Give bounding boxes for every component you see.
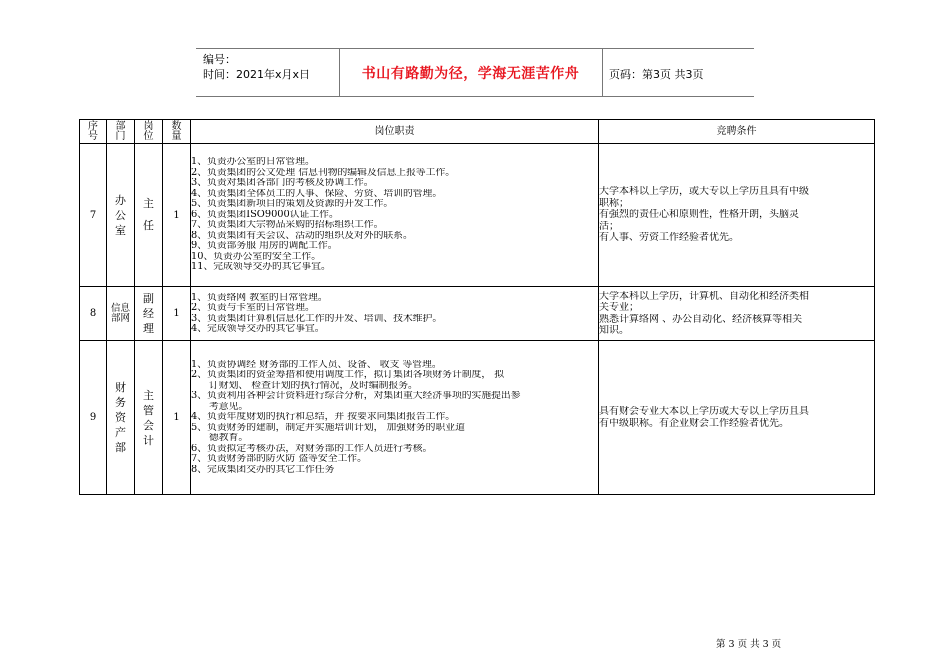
row-no: 9 — [80, 341, 107, 495]
header-bottom-rule — [196, 96, 754, 97]
col-header-requirements: 竞聘条件 — [599, 120, 875, 144]
page-footer: 第 3 页 共 3 页 — [716, 639, 782, 650]
duty-line: 1、负责办公室的日常管理。 — [191, 157, 315, 168]
duty-line: 1、负责络网 教室的日常管理。 — [191, 292, 328, 303]
duty-line: 6、负责集团ISO9000认证工作。 — [191, 209, 339, 220]
row-dept: 财务资产部 — [107, 341, 135, 495]
duty-line: 4、负责年度财划的执行和总结，并 按要求向集团报告工作。 — [191, 412, 456, 423]
row-dept: 办公室 — [107, 144, 135, 287]
row-duties — [191, 341, 599, 495]
requirement-line: 大学本科以上学历，计算机、自动化和经济类相 — [599, 290, 809, 302]
duty-line: 2、负责与卡室的日常管理。 — [191, 303, 315, 313]
duty-line: 3、负责利用各种会计资料进行综合分析，对集团重大经济事项的实施提出参 — [191, 391, 521, 402]
row-duties — [191, 144, 599, 287]
duty-line: 订财划、 检查计划的执行情况，及时编制报务。 — [209, 380, 418, 391]
duty-line: 10、负责办公室的安全工作。 — [191, 251, 322, 262]
row-requirements — [599, 144, 875, 287]
col-header-duties: 岗位职责 — [191, 120, 599, 144]
requirement-line: 具有财会专业大本以上学历或大专以上学历且具 — [599, 406, 809, 417]
col-header-dept: 部门 — [107, 120, 135, 144]
duty-line: 考意见。 — [209, 401, 249, 412]
row-post: 主任 — [135, 144, 163, 287]
row-qty: 1 — [163, 287, 191, 341]
requirement-line: 有人事、劳资工作经验者优先。 — [599, 232, 739, 244]
row-post: 主管会计 — [135, 341, 163, 495]
header-page-label: 页码：第3页 共3页 — [609, 68, 704, 81]
duty-line: 5、负责集团新项目的策划及资源的开发工作。 — [191, 199, 394, 210]
header-number-label: 编号： — [203, 53, 236, 66]
duty-line: 6、负责拟定考核办法，对财务部的工作人员进行考核。 — [191, 443, 433, 454]
requirement-line: 活； — [599, 220, 619, 232]
requirement-line: 关专业； — [599, 302, 639, 313]
duty-line: 2、负责集团的公文处理 信息刊物的编辑及信息上报等工作。 — [191, 167, 456, 178]
duty-line: 2、负责集团的资金筹措和使用调度工作，拟订集团各项财务计制度， 拟 — [191, 370, 505, 381]
table-row — [80, 287, 875, 341]
duty-line: 1、负责协调经 财务部的工作人员、设备、 收支 等管理。 — [191, 359, 442, 370]
requirement-line: 有中级职称。有企业财会工作经验者优先。 — [599, 417, 789, 429]
duty-line: 5、负责财务的建制，制定并实施培训计划， 加强财务的职业道 — [191, 422, 465, 433]
header-time-label: 时间：2021年x月x日 — [203, 68, 311, 81]
duty-line: 8、负责集团有关会议、活动的组织及对外的联系。 — [191, 230, 413, 241]
duty-line: 8、完成集团交办的其它工作任务 — [191, 464, 335, 475]
requirement-line: 大学本科以上学历，或大专以上学历且具有中级 — [599, 186, 809, 198]
requirement-line: 职称； — [599, 197, 629, 209]
requirement-line: 知识。 — [599, 325, 629, 336]
duty-line: 4、完成领导交办的其它事宜。 — [191, 324, 325, 334]
col-header-qty: 数量 — [163, 120, 191, 144]
duty-line: 7、负责集团大宗物品采购的招标组织工作。 — [191, 220, 384, 231]
row-qty: 1 — [163, 144, 191, 287]
row-dept: 信息部网 — [107, 287, 135, 341]
duty-line: 11、完成领导交办的其它事宜。 — [191, 262, 331, 273]
row-requirements — [599, 287, 875, 341]
row-post: 副经理 — [135, 287, 163, 341]
duty-line: 3、负责集团计算机信息化工作的开发、培训、技术维护。 — [191, 313, 443, 324]
table-row — [80, 144, 875, 287]
row-no: 7 — [80, 144, 107, 287]
duty-line: 4、负责集团全体员工的人事、保险、劳资、培训的管理。 — [191, 188, 443, 199]
row-no: 8 — [80, 287, 107, 341]
header-left — [203, 52, 310, 82]
duty-line: 德教育。 — [209, 433, 249, 444]
duty-line: 9、负责部务服 用房的调配工作。 — [191, 241, 338, 252]
col-header-no: 序号 — [80, 120, 107, 144]
col-header-post: 岗位 — [135, 120, 163, 144]
duty-line: 3、负责对集团各部门的考核及协调工作。 — [191, 178, 374, 189]
duty-line: 7、负责财务部的防火防 盗等安全工作。 — [191, 454, 367, 465]
header-motto: 书山有路勤为径，学海无涯苦作舟 — [361, 66, 580, 82]
row-requirements — [599, 341, 875, 495]
row-duties — [191, 287, 599, 341]
job-table — [79, 119, 875, 495]
table-row — [80, 341, 875, 495]
row-qty: 1 — [163, 341, 191, 495]
requirement-line: 有强烈的责任心和原则性，性格开朗，头脑灵 — [599, 209, 799, 221]
requirement-line: 熟悉计算络网 、办公自动化、经济核算等相关 — [599, 313, 803, 325]
table-header-row — [80, 120, 875, 144]
